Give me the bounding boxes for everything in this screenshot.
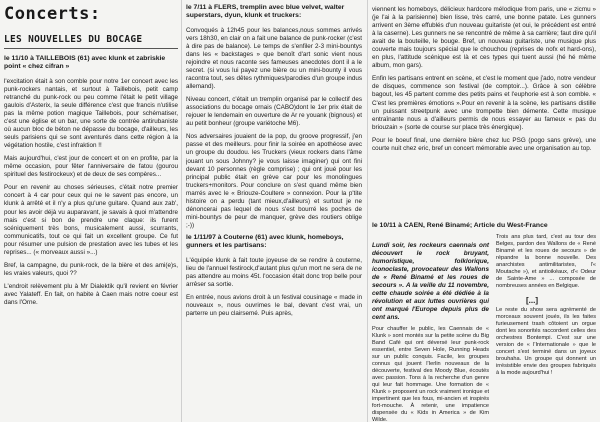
column-divider: [181, 0, 182, 422]
paragraph: En entrée, nous avions droit à un festival cousinage « made in nouveaux », nous ouvrimes le bal, devant c'est vrai, un parterre un peu clairsemé. Puis après,: [186, 293, 362, 318]
article-body-couterne-continued: [372, 6, 596, 153]
article-headline-flers: le 7/11 à FLERS, tremplin avec blue velvet, walter superstars, dyun, klunk et truckers:: [186, 4, 345, 20]
paragraph: Niveau concert, c'était un tremplin organisé par le collectif des associations du bocage ornais (CABO)dont le 1er prix était de rejouer le lendemain en ouverture de Ar re youank (bignous) et au petit bonheur (groupe variétoche M6).: [186, 96, 362, 128]
article-body-taillebois: [4, 78, 178, 307]
press-clipping-side-text: Trois ans plus tard, c'est au tour des Belges, pardon des Wallons de « René Binamé et les roues de secours » de répandre la bonne nouvelle. Des anarchistes antimilitaristes, l'« Moutache »), et antioikéaux, d'« Odeur de Sainte-Ame » ... composée de nombreuses années en Belgique.: [496, 234, 596, 289]
press-clipping-side-text-2: Le reste du show sera agrémenté de morceaux souvent joués, ils les faites furieusement trash côtoient un orgue dont les sonorités raccordent celles des orchestres Bontempi. C'est sur une version de « l'Internationale » que le concert s'est terminé dans un joyeux brouhaha. Un groupe qui donnent un irrésistible envie des groupes fabriqués à la mode aujourd'hui !: [496, 307, 596, 376]
paragraph: Bref, la campagne, du punk-rock, de la bière et des ami(e)s, les vraies valeurs, quoi ??: [4, 261, 178, 277]
paragraph: Nos adversaires jouaient de la pop, du groove progressif, j'en passe et des meilleurs. pour finir la soirée en apothéose avec un groupe du doudou. les Truckers (vieux rockers dans l'âme jouant un sous Johnny? je vous laisse imaginer) qui ont fini devant 10 personnes (règle comprise) ; qui ont joué pour les principal public était en grève car pour les monolingues truckers+monitors. Pour conclure on s'est quand même bien marrés avec le « Briouze-Coultere » connexion. Pour la p'tite histoire on a perdu (tant mieux,d'ailleurs) et surtout je ne dénoncerai pas lequel de nous s'est bourré les poches de mini-bountys de peur de manquer, grève des routiers oblige ;-)): [186, 133, 362, 229]
subtitle-underline: [4, 48, 178, 49]
section-subtitle: LES NOUVELLES DU BOCAGE: [4, 34, 143, 45]
column-middle: [186, 0, 362, 422]
paragraph: L'endroit relèvement plu à Mr Dialektik qu'il revient en février avec Yalateff. En fait, on habite à Caen mais notre coeur est dans l'Orne.: [4, 282, 178, 306]
article-headline-caen: le 10/11 à CAEN, René Binamé; Article du West-France: [372, 222, 548, 229]
press-clipping-intro: Lundi soir, les rockeurs caennais ont découvert le rock bruyant, humoristique, folklorique, iconoclaste, provocateur des Wallons de « René Binamé et les roues de secours ». A la veille du 11 novembre, cette chaude soirée a été dédiée à la révolution et aux luttes ouvrières qui ont marqué l'Europe depuis plus de cent ans.: [372, 242, 489, 321]
press-clipping-main: [372, 242, 489, 422]
paragraph: Pour le boeuf final, une dernière bière chez luc PSG (pogo sans grève), une courte nuit chez eric, bref un concert mémorable avec une organisation au top.: [372, 136, 596, 152]
paragraph: l'excitation était à son comble pour notre 1er concert avec les punk-rockers nantais, et surtout à Taillebois, petit camp retranché du punk-rock ou peu comme l'était le petit village gaulois d'Asterix, la seule différence c'est que francis n'utilise pas la même potion magique Taillebois, pour schématiser, c'est une église et un bar, une sorte de contrée antirubaniste où aucun bloc de béton ne dépasse du bocage, d'ailleurs, les seuls parisiens qui se sont aventurés dans cette région à la végétation hostile, c'est infraktion !!: [4, 77, 178, 150]
paragraph: Convoqués à 12h45 pour les balances,nous sommes arrivés vers 18h30, en clair on a fait une balance de punk-rocker (c'est à dire pas de balance). Le temps de s'enfiler 2-3 mini-bountys dans les « backstages » que benoît d'art sonic vient nous rejoindre et nous raconte ses fameuses anecdotes dont il a le secret. (si vous lui payez une bière ou un mini-bounty il vous racontra tout, ses dêtes rythmiques/parodies d'un groupe indus allemand).: [186, 26, 362, 91]
column-right: [372, 0, 598, 422]
press-clipping-body: Pour chauffer le public, les Caennais de « Klunk » sont montés sur la petite scène du Big Band Café qui ont déversé leur punk-rock essentiel, entre Seven Hole, Running Heads sur un public conquis. Facile, les groupes connus qui jouent l'Ierlin nouveaux de la découverte, festival des Moody Blue, écoutés avec passion. Tons à la recherche d'un genre qui leur fait hommage. Une formation de « Klunk » proposent un rock vraiment ironique et impertinent que les fous, mi-ancien et inspirés fort-mouche. À retenir, une impatience dispensée du « Kids in America » de Kim Wilde.: [372, 326, 489, 422]
press-clipping-side: [496, 234, 596, 377]
paragraph: Enfin les partisans entrent en scène, et c'est le moment que j'ado, notre vendeur de disques, commence son festival (de comptoir...). Grâce à son célèbre bagout, les 45 partent comme des petits pains et l'euphorie est à son comble. « C'est les premières émotions ».Pour en revenir à la scène, les partisans distille un puissant streetpunk avec une trompette bien démente. Cette musique entraînante nous a d'ailleurs permis de nous essayer au fameux « pas du briouzain » (sorte de course sur place très énergique).: [372, 75, 596, 131]
omission-marker: [...]: [526, 296, 538, 305]
section-title: Concerts:: [4, 4, 101, 24]
article-headline-couterne: le 1/11/97 à Couterne (61) avec klunk, homeboys, gunners et les partisans:: [186, 233, 344, 250]
article-body-flers: [186, 27, 362, 230]
article-body-couterne: [186, 257, 362, 318]
column-left: [4, 0, 178, 422]
column-divider: [367, 0, 368, 422]
paragraph: L'équipée klunk à fait toute joyeuse de se rendre à couterne, lieu de l'annuel festirock,d'autant plus qu'un mort ne sera de ne pas attendre au moins 45t. l'occasion était donc trop belle pour arrêser sa sortie.: [186, 256, 362, 288]
paragraph: Mais aujourd'hui, c'est jour de concert et on en profite, par la même occasion, pour fêter l'anniversaire de fatou (gourou spirituel des festirockeux) et de deux de ses compères...: [4, 155, 178, 179]
paragraph: Pour en revenir au choses sérieuses, c'était notre premier concert à 4 car pour ceux qui ne le savent pas encore, un klunk à arrêté et il n'y a plus qu'une guitare. Quand aux zab', pour les avoir déjà vu auparavant, je savais à quoi m'attendre mais c'est si bon de prendre une claque: ils furent scéniquement très bons, musicalement aussi, scurrants, communicatifs, tout ce qui fait un excellent groupe. Ce fut pour résumer une pulsion de prestation avec les tubes et les reprises... (« morveaux aussi »...): [4, 184, 178, 256]
article-caen: [372, 222, 598, 422]
paragraph: viennent les homeboys, délicieux hardcore mélodique from paris, une « zicmu » (je l'ai à la parisienne) bien lisse, très carré, une bonne patate. Les gunners arrivent en 3ème effublés d'un nouveau guitariste (et oui, le précédent est entré à la caserne). Les gunners ne se rencontré de même à sa carrière; faut dire qu'il avait de la bouteille, le bouge. Bref, un nouveau guitariste, une musique plus couverte mais toujours spécial que le chouchou (reprises de nofx et hard-ons), en plus, l'attitude scénique est là et ces types qui tuent aussi (hé hé même album, mon gars).: [372, 6, 596, 70]
article-headline-taillebois: le 11/10 à TAILLEBOIS (61) avec klunk et zabriskie point « chez cifran »: [4, 55, 166, 71]
